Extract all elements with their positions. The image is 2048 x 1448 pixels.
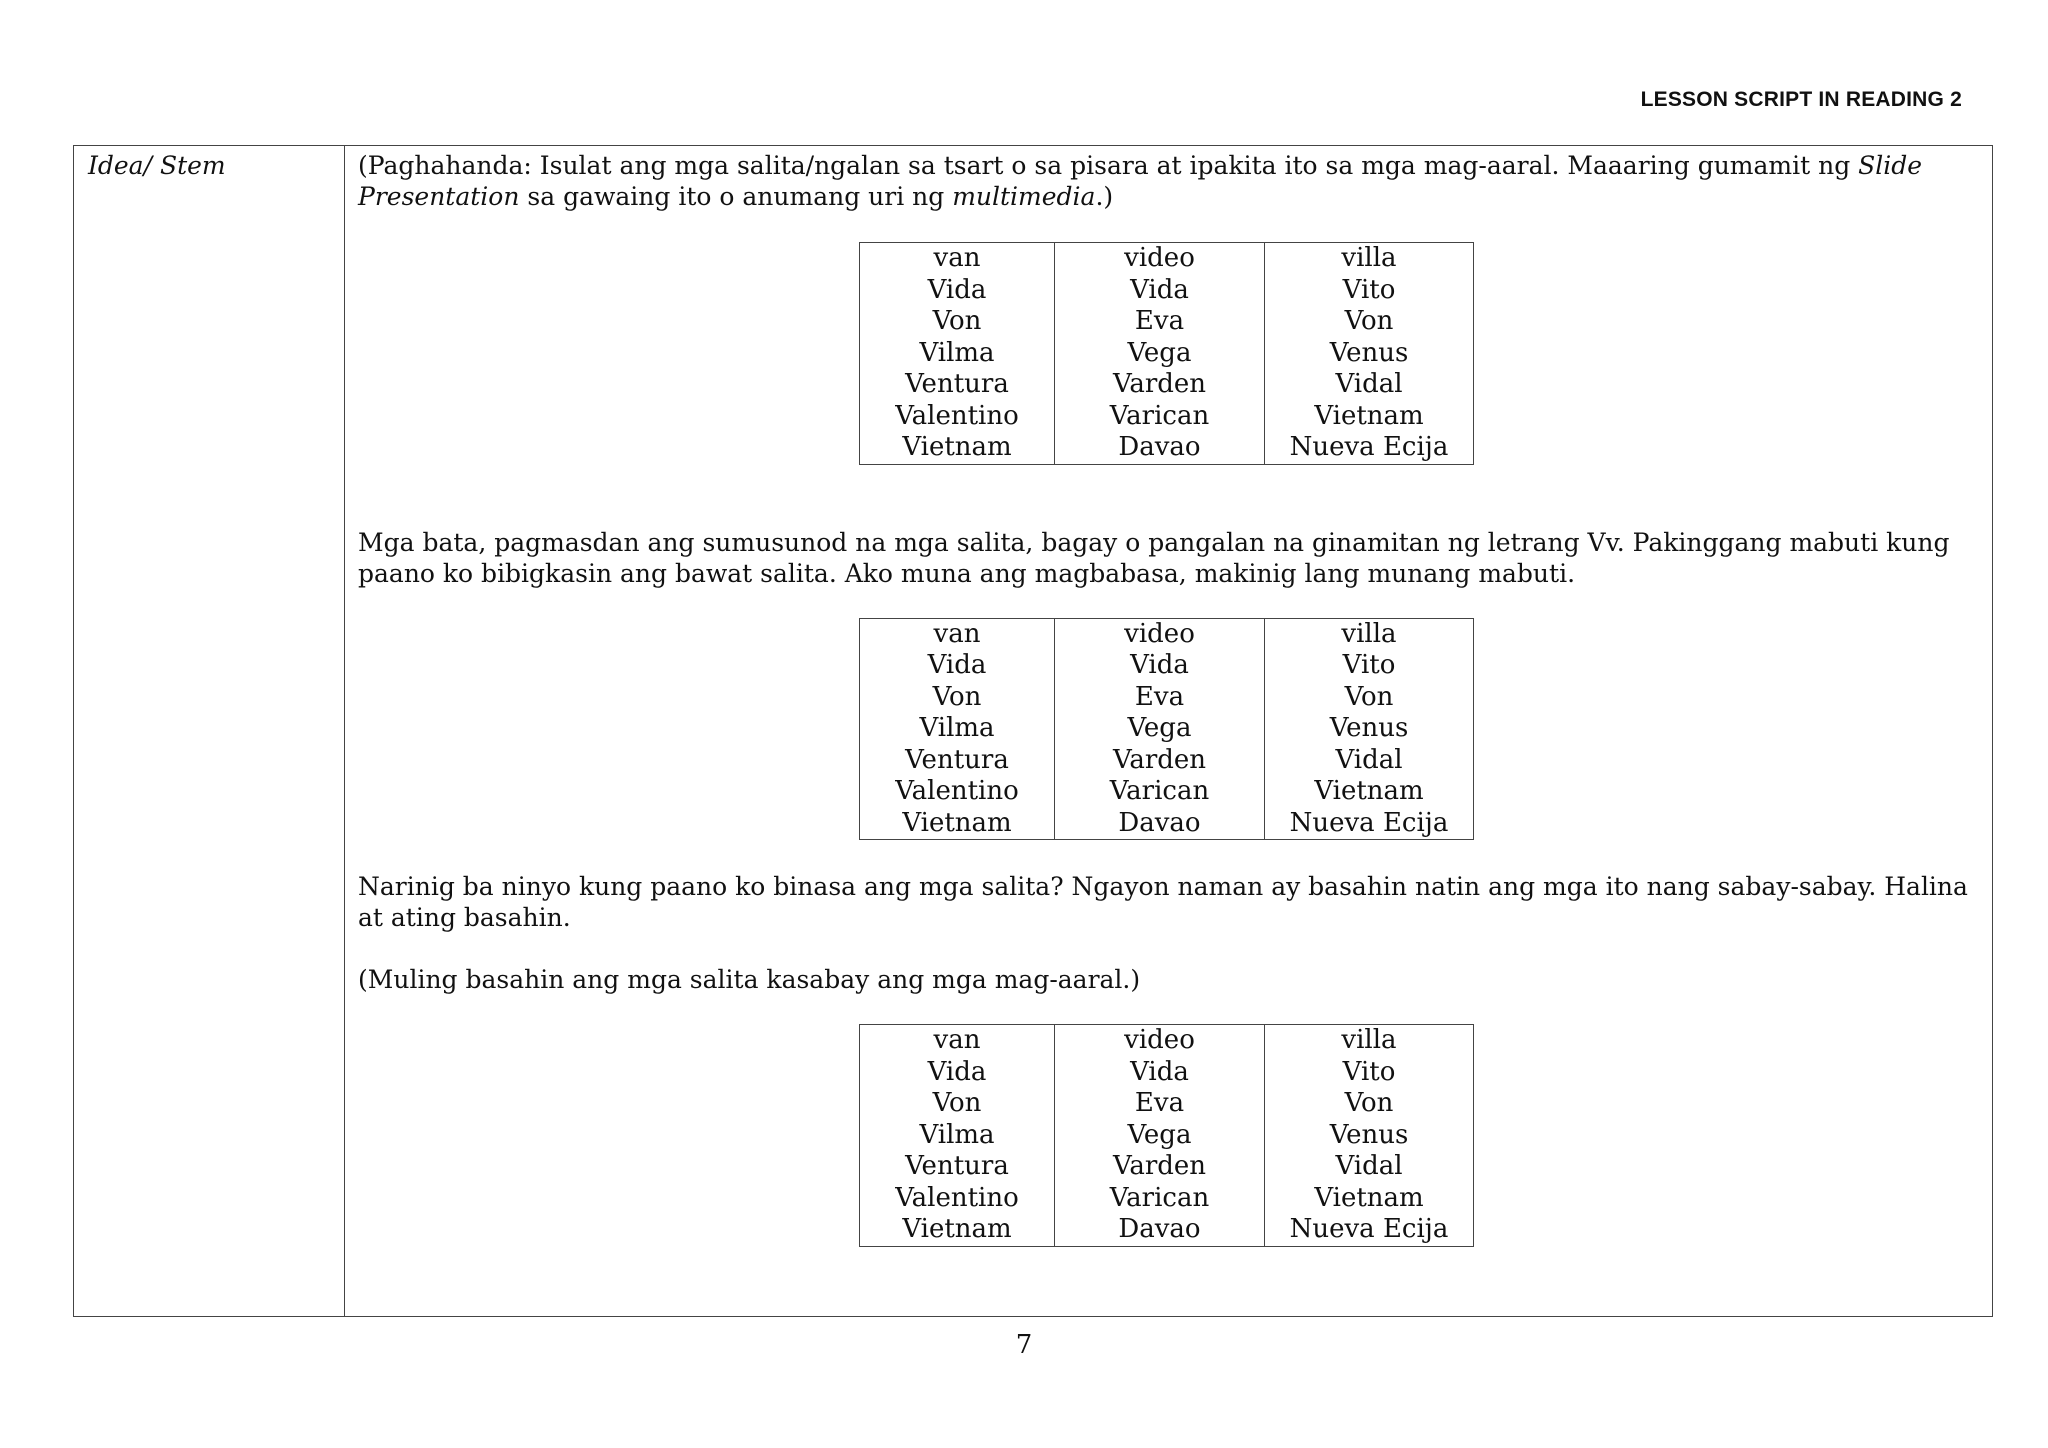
word-cell: Venus — [1329, 1119, 1409, 1150]
word-cell: Ventura — [905, 369, 1009, 399]
word-cell: Von — [1344, 681, 1394, 712]
word-cell: van — [933, 1025, 981, 1055]
word-cell: van — [933, 243, 981, 273]
word-cell: Venus — [1329, 337, 1409, 368]
word-column — [860, 618, 1055, 840]
word-cell: Varican — [1109, 1182, 1210, 1213]
word-cell: Vida — [927, 274, 987, 305]
word-cell: Vilma — [919, 713, 995, 743]
word-cell: Vega — [1127, 337, 1192, 368]
instruction-italic-2: multimedia — [952, 182, 1096, 211]
word-cell: Nueva Ecija — [1289, 1214, 1449, 1244]
reread-instruction: (Muling basahin ang mga salita kasabay ang mga mag-aaral.) — [358, 965, 1141, 994]
word-cell: Vietnam — [902, 807, 1012, 838]
word-cell: Vito — [1342, 1056, 1396, 1087]
word-cell: villa — [1341, 1025, 1397, 1055]
word-cell: villa — [1341, 618, 1397, 649]
word-cell: villa — [1341, 243, 1397, 273]
word-cell: Vilma — [919, 337, 995, 368]
word-cell: Ventura — [905, 744, 1009, 775]
word-cell: Varden — [1112, 369, 1207, 399]
word-cell: Venus — [1329, 713, 1409, 743]
word-cell: Vida — [1130, 274, 1189, 305]
word-cell: Eva — [1134, 306, 1185, 336]
word-cell: Vida — [1130, 1056, 1189, 1087]
word-cell: Vida — [927, 650, 987, 680]
page-number: 7 — [1015, 1330, 1033, 1360]
instruction-text-3: .) — [1095, 182, 1114, 211]
word-cell: Vietnam — [902, 1214, 1012, 1244]
word-chart — [859, 242, 1474, 465]
word-chart-row — [860, 1025, 1474, 1247]
word-cell: Nueva Ecija — [1289, 807, 1449, 838]
word-cell: Vietnam — [1314, 1182, 1424, 1213]
word-chart-row — [860, 243, 1474, 465]
word-column — [1265, 618, 1474, 840]
word-cell: Valentino — [895, 776, 1019, 806]
word-cell: Vietnam — [902, 432, 1012, 462]
instruction-text-1: (Paghahanda: Isulat ang mga salita/ngalan sa tsart o sa pisara at ipakita ito sa mga mag-aaral. Maaaring gumamit ng — [358, 151, 1859, 180]
idea-stem-label: Idea/ Stem — [74, 146, 345, 1316]
observe-paragraph: Mga bata, pagmasdan ang sumusunod na mga salita, bagay o pangalan na ginamitan ng letrang Vv. Pakinggang mabuti kung paano ko bibigkasin ang bawat salita. Ako muna ang magbabasa, makinig lang munang mabuti. — [358, 527, 1950, 588]
word-cell: Varden — [1112, 744, 1207, 775]
word-column — [1265, 243, 1474, 465]
word-cell: van — [933, 618, 981, 649]
word-cell: Eva — [1134, 1088, 1185, 1118]
word-cell: video — [1124, 243, 1195, 273]
lesson-content — [345, 146, 1992, 1316]
word-column — [1055, 618, 1265, 840]
word-cell: Davao — [1118, 807, 1201, 838]
lesson-table — [73, 145, 1993, 1317]
word-column — [1265, 1025, 1474, 1247]
instruction-text-2: sa gawaing ito o anumang uri ng — [519, 182, 953, 211]
word-cell: Vilma — [919, 1119, 995, 1150]
instruction-italic-1: Slide Presentation — [358, 151, 1923, 211]
word-cell: Von — [932, 1088, 982, 1118]
word-cell: Varican — [1109, 776, 1210, 806]
word-column — [1055, 1025, 1265, 1247]
word-cell: Nueva Ecija — [1289, 432, 1449, 462]
word-cell: Vega — [1127, 713, 1192, 743]
word-cell: Vidal — [1335, 369, 1403, 399]
word-cell: Vidal — [1335, 1151, 1403, 1181]
word-cell: Valentino — [895, 400, 1019, 431]
word-cell: Davao — [1118, 432, 1201, 462]
word-cell: Vida — [927, 1056, 987, 1087]
word-cell: Varican — [1109, 400, 1210, 431]
word-cell: Von — [1344, 306, 1394, 336]
word-chart-row — [860, 618, 1474, 840]
word-column — [1055, 243, 1265, 465]
word-cell: Ventura — [905, 1151, 1009, 1181]
word-cell: Davao — [1118, 1214, 1201, 1244]
read-together-paragraph: Narinig ba ninyo kung paano ko binasa ang mga salita? Ngayon naman ay basahin natin ang mga ito nang sabay-sabay. Halina at ating basahin. — [358, 872, 1968, 932]
word-column — [860, 243, 1055, 465]
word-cell: Vega — [1127, 1119, 1192, 1150]
word-chart — [859, 1024, 1474, 1247]
word-cell: Vito — [1342, 274, 1396, 305]
word-column — [860, 1025, 1055, 1247]
document-header: LESSON SCRIPT IN READING 2 — [1640, 88, 1962, 111]
word-cell: Vidal — [1335, 744, 1403, 775]
word-cell: Vietnam — [1314, 400, 1424, 431]
word-cell: video — [1124, 1025, 1195, 1055]
word-chart — [859, 618, 1474, 841]
word-cell: Varden — [1112, 1151, 1207, 1181]
word-cell: Vietnam — [1314, 776, 1424, 806]
word-cell: Von — [932, 681, 982, 712]
word-cell: Von — [1344, 1088, 1394, 1118]
word-cell: Von — [932, 306, 982, 336]
word-cell: video — [1124, 618, 1195, 649]
word-cell: Vito — [1342, 650, 1396, 680]
word-cell: Vida — [1130, 650, 1189, 680]
word-cell: Eva — [1134, 681, 1185, 712]
preparation-instruction — [358, 150, 1972, 212]
word-cell: Valentino — [895, 1182, 1019, 1213]
